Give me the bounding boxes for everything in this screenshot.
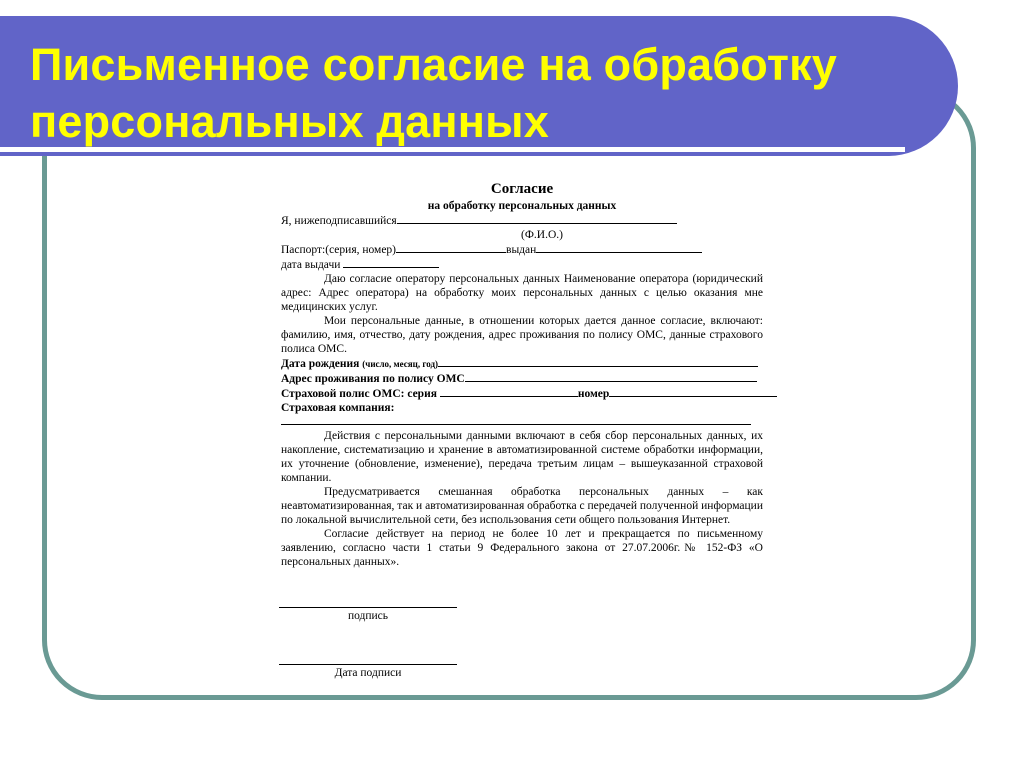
insurer-line: [281, 401, 763, 415]
undersigned-line: [281, 213, 763, 228]
passport-label: Паспорт:(серия, номер): [281, 244, 397, 256]
policy-series-label: Страховой полис ОМС: серия: [281, 388, 437, 400]
document-heading: Согласие: [490, 181, 554, 197]
passport-blank: [396, 242, 506, 253]
slide-title-line-2: персональных данных: [30, 96, 550, 147]
signature-date-label: Дата подписи: [334, 667, 402, 679]
paragraph-consent: Даю согласие оператору персональных данных Наименование оператора (юридический адрес: Адрес оператора) на обработку моих персональных данных с целью оказания мне медицинских услуг.: [281, 273, 763, 313]
birth-date-label: Дата рождения: [281, 358, 360, 370]
signature-label: подпись: [347, 610, 389, 622]
consent-document: [281, 180, 763, 569]
issue-date-blank: [343, 257, 439, 268]
issued-blank: [536, 242, 702, 253]
insurer-blank-line: [281, 415, 763, 429]
policy-series-blank: [440, 386, 578, 397]
signature-date-rule: [279, 664, 457, 665]
birth-date-hint: (число, месяц, год): [362, 359, 438, 369]
birth-date-blank: [438, 356, 758, 367]
issued-label: выдан: [506, 244, 537, 256]
address-label: Адрес проживания по полису ОМС: [281, 373, 465, 385]
issue-date-line: [281, 257, 763, 272]
signature-date-block: [279, 664, 457, 679]
paragraph-actions: Действия с персональными данными включают в себя сбор персональных данных, их накопление, систематизацию и хранение в автоматизированной системе обработки информации, их уточнение (обновление, изменение), передача третьим лицам – вышеуказанной страховой компании.: [281, 430, 763, 484]
policy-number-blank: [609, 386, 777, 397]
policy-number-label: номер: [577, 388, 610, 400]
insurer-label: Страховая компания:: [281, 402, 395, 414]
issue-date-label: дата выдачи: [281, 259, 341, 271]
address-line: [281, 371, 763, 386]
address-blank: [465, 371, 757, 382]
slide-title: [30, 36, 960, 150]
signature-rule: [279, 607, 457, 608]
signature-block: [279, 607, 457, 622]
insurer-blank: [281, 422, 751, 425]
birth-date-line: [281, 356, 763, 371]
title-band: [0, 16, 958, 156]
fio-blank: [397, 213, 677, 224]
policy-line: [281, 386, 763, 401]
paragraph-mixed-processing: Предусматривается смешанная обработка персональных данных – как неавтоматизированная, так и автоматизированная обработка с передачей полученной информации по локальной вычислительной сети, без использования сети общего пользования Интернет.: [281, 486, 763, 526]
undersigned-label: Я, нижеподписавшийся: [281, 215, 397, 227]
document-subheading: на обработку персональных данных: [427, 200, 617, 212]
paragraph-term: Согласие действует на период не более 10 лет и прекращается по письменному заявлению, согласно части 1 статьи 9 Федерального закона от 27.07.2006г.№ 152-ФЗ «О персональных данных».: [281, 528, 763, 568]
title-underline: [0, 147, 905, 152]
passport-line: [281, 242, 763, 257]
paragraph-data: Мои персональные данные, в отношении которых дается данное согласие, включают: фамилию, имя, отчество, дату рождения, адрес проживания по полису ОМС, данные страхового полиса ОМС.: [281, 315, 763, 355]
slide-title-line-1: Письменное согласие на обработку: [30, 39, 838, 90]
fio-label: (Ф.И.О.): [521, 229, 563, 241]
